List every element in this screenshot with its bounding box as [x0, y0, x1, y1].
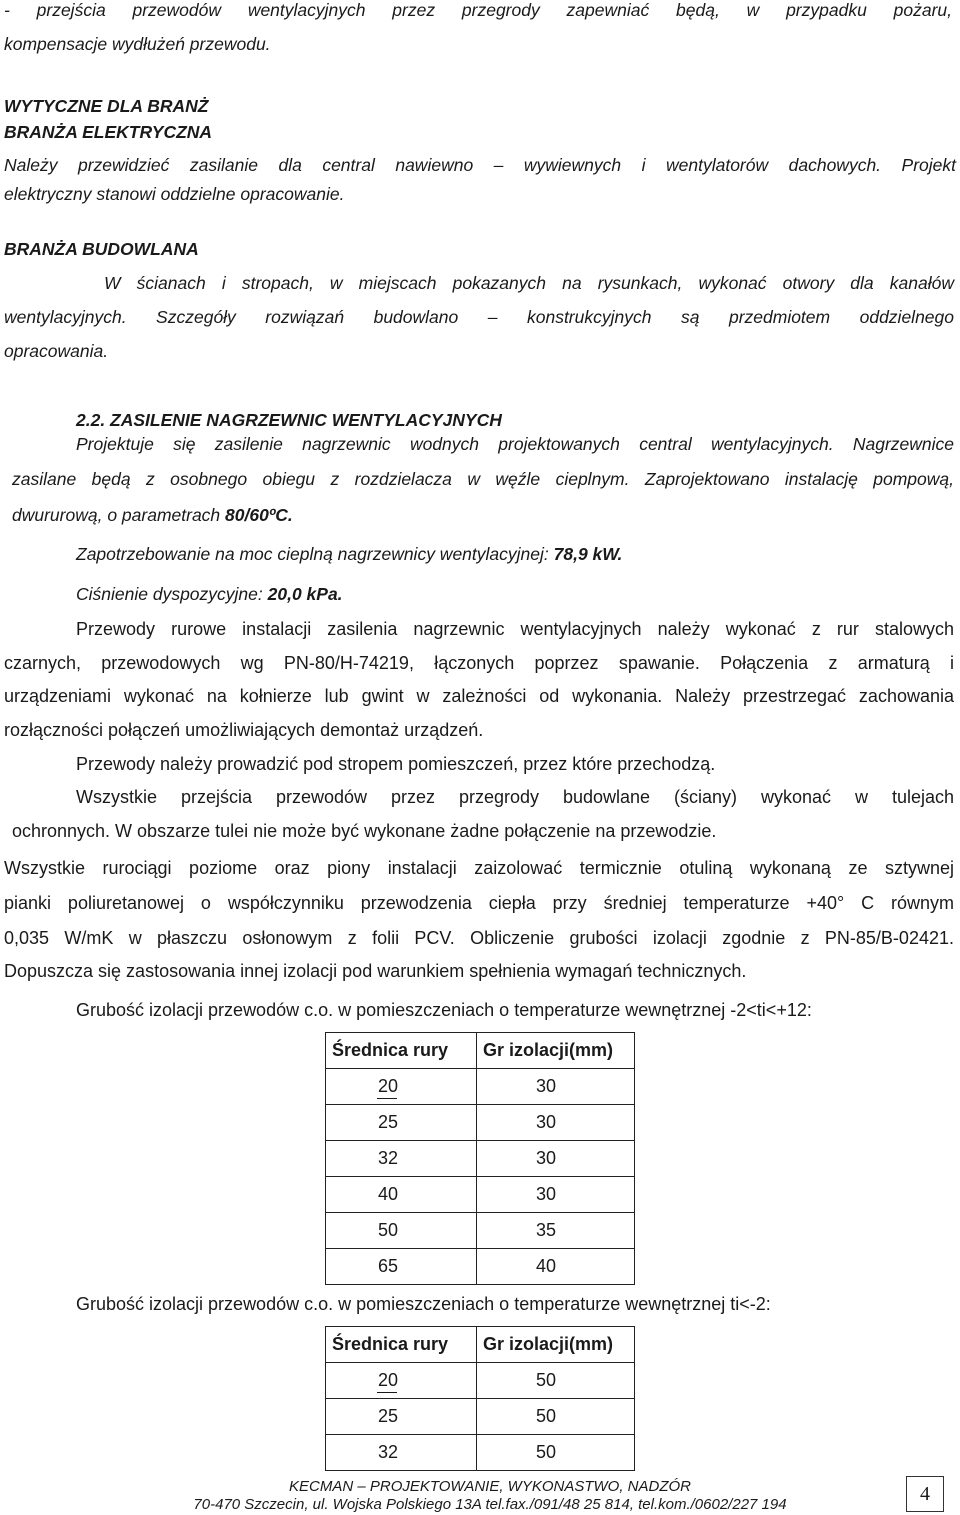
elektryczna-line-2: elektryczny stanowi oddzielne opracowanie. [4, 184, 345, 204]
footer-address: 70-470 Szczecin, ul. Wojska Polskiego 13A tel.fax./091/48 25 814, tel.kom./0602/227 194 [193, 1496, 787, 1513]
table-row [326, 1069, 635, 1105]
diameter-cell: 25 [326, 1105, 477, 1141]
table1-caption: Grubość izolacji przewodów c.o. w pomieszczeniach o temperaturze wewnętrznej -2<ti<+12: [76, 1000, 812, 1020]
section-p3: Przewody należy prowadzić pod stropem pomieszczeń, przez które przechodzą. [76, 754, 716, 774]
elektryczna-heading: BRANŻA ELEKTRYCZNA [4, 122, 213, 142]
section-p2-line-1: Przewody rurowe instalacji zasilenia nagrzewnic wentylacyjnych należy wykonać z rur stalowych [76, 619, 954, 639]
insulation-table-1 [325, 1032, 635, 1285]
column-header-diameter: Średnica rury [326, 1327, 477, 1363]
column-header-thickness: Gr izolacji(mm) [477, 1327, 635, 1363]
table-row [326, 1435, 635, 1471]
section-p1-line-3 [12, 507, 293, 525]
diameter-cell [326, 1363, 477, 1399]
section-p5-line-3: 0,035 W/mK w płaszczu osłonowym z folii PCV. Obliczenie grubości izolacji zgodnie z PN-85/B-02421. [4, 928, 954, 948]
thickness-cell: 50 [477, 1399, 635, 1435]
thickness-cell: 30 [477, 1141, 635, 1177]
pressure-value: 20,0 kPa. [267, 584, 343, 604]
footer-company: KECMAN – PROJEKTOWANIE, WYKONASTWO, NADZÓR [289, 1478, 691, 1495]
budowlana-line-2: wentylacyjnych. Szczegóły rozwiązań budowlano – konstrukcyjnych są przedmiotem oddzielnego [4, 307, 954, 327]
section-p5-line-4: Dopuszcza się zastosowania innej izolacji pod warunkiem spełnienia wymagań technicznych. [4, 961, 747, 981]
section-p2-line-4: rozłączności połączeń umożliwiających demontaż urządzeń. [4, 720, 484, 740]
elektryczna-line-1: Należy przewidzieć zasilanie dla central nawiewno – wywiewnych i wentylatorów dachowych. Projekt [4, 155, 956, 175]
table-row [326, 1213, 635, 1249]
table-row [326, 1177, 635, 1213]
table-header-row [326, 1327, 635, 1363]
budowlana-line-3: opracowania. [4, 341, 109, 361]
thickness-cell: 35 [477, 1213, 635, 1249]
thickness-cell: 40 [477, 1249, 635, 1285]
power-label: Zapotrzebowanie na moc cieplną nagrzewnicy wentylacyjnej: [76, 544, 554, 564]
diameter-cell: 50 [326, 1213, 477, 1249]
diameter-cell: 25 [326, 1399, 477, 1435]
power-line [76, 546, 622, 564]
wytyczne-heading: WYTYCZNE DLA BRANŻ [4, 96, 209, 116]
section-p2-line-2: czarnych, przewodowych wg PN-80/H-74219, łączonych poprzez spawanie. Połączenia z armaturą i [4, 653, 954, 673]
intro-line-2: kompensacje wydłużeń przewodu. [4, 34, 271, 54]
section-p5-line-1: Wszystkie rurociągi poziome oraz piony instalacji zaizolować termicznie otuliną wykonaną ze sztywnej [4, 858, 954, 878]
column-header-diameter: Średnica rury [326, 1033, 477, 1069]
parameters-text: dwururową, o parametrach [12, 505, 226, 525]
parameters-value: 80/60ºC. [225, 505, 293, 525]
diameter-cell: 32 [326, 1435, 477, 1471]
section-heading: 2.2. ZASILENIE NAGRZEWNIC WENTYLACYJNYCH [76, 410, 502, 430]
section-p1-line-2: zasilane będą z osobnego obiegu z rozdzielacza w węźle cieplnym. Zaprojektowano instalację pompową, [12, 469, 954, 489]
table2-caption: Grubość izolacji przewodów c.o. w pomieszczeniach o temperaturze wewnętrznej ti<-2: [76, 1294, 771, 1314]
diameter-cell: 40 [326, 1177, 477, 1213]
page-number: 4 [906, 1476, 944, 1512]
table-row [326, 1399, 635, 1435]
budowlana-heading: BRANŻA BUDOWLANA [4, 239, 199, 259]
thickness-cell: 30 [477, 1177, 635, 1213]
thickness-cell: 50 [477, 1363, 635, 1399]
table-header-row [326, 1033, 635, 1069]
insulation-table-2 [325, 1326, 635, 1471]
diameter-cell: 65 [326, 1249, 477, 1285]
table-row [326, 1249, 635, 1285]
section-p4-line-1: Wszystkie przejścia przewodów przez przegrody budowlane (ściany) wykonać w tulejach [76, 787, 954, 807]
diameter-cell [326, 1069, 477, 1105]
section-p2-line-3: urządzeniami wykonać na kołnierze lub gwint w zależności od wykonania. Należy przestrzegać zachowania [4, 686, 954, 706]
less-equal-diameter: 20 [378, 1076, 399, 1096]
thickness-cell: 30 [477, 1105, 635, 1141]
pressure-label: Ciśnienie dyspozycyjne: [76, 584, 268, 604]
pressure-line [76, 586, 343, 604]
power-value: 78,9 kW. [553, 544, 623, 564]
table-row [326, 1141, 635, 1177]
column-header-thickness: Gr izolacji(mm) [477, 1033, 635, 1069]
budowlana-line-1: W ścianach i stropach, w miejscach pokazanych na rysunkach, wykonać otwory dla kanałów [104, 273, 954, 293]
section-p1-line-1: Projektuje się zasilenie nagrzewnic wodnych projektowanych central wentylacyjnych. Nagrzewnice [76, 434, 954, 454]
intro-line-1: - przejścia przewodów wentylacyjnych przez przegrody zapewniać będą, w przypadku pożaru, [4, 0, 952, 20]
section-p5-line-2: pianki poliuretanowej o współczynniku przewodzenia ciepła przy średniej temperaturze +40° C równym [4, 893, 954, 913]
less-equal-diameter: 20 [378, 1370, 399, 1390]
diameter-cell: 32 [326, 1141, 477, 1177]
thickness-cell: 30 [477, 1069, 635, 1105]
section-p4-line-2: ochronnych. W obszarze tulei nie może być wykonane żadne połączenie na przewodzie. [12, 821, 717, 841]
thickness-cell: 50 [477, 1435, 635, 1471]
table-row [326, 1105, 635, 1141]
table-row [326, 1363, 635, 1399]
